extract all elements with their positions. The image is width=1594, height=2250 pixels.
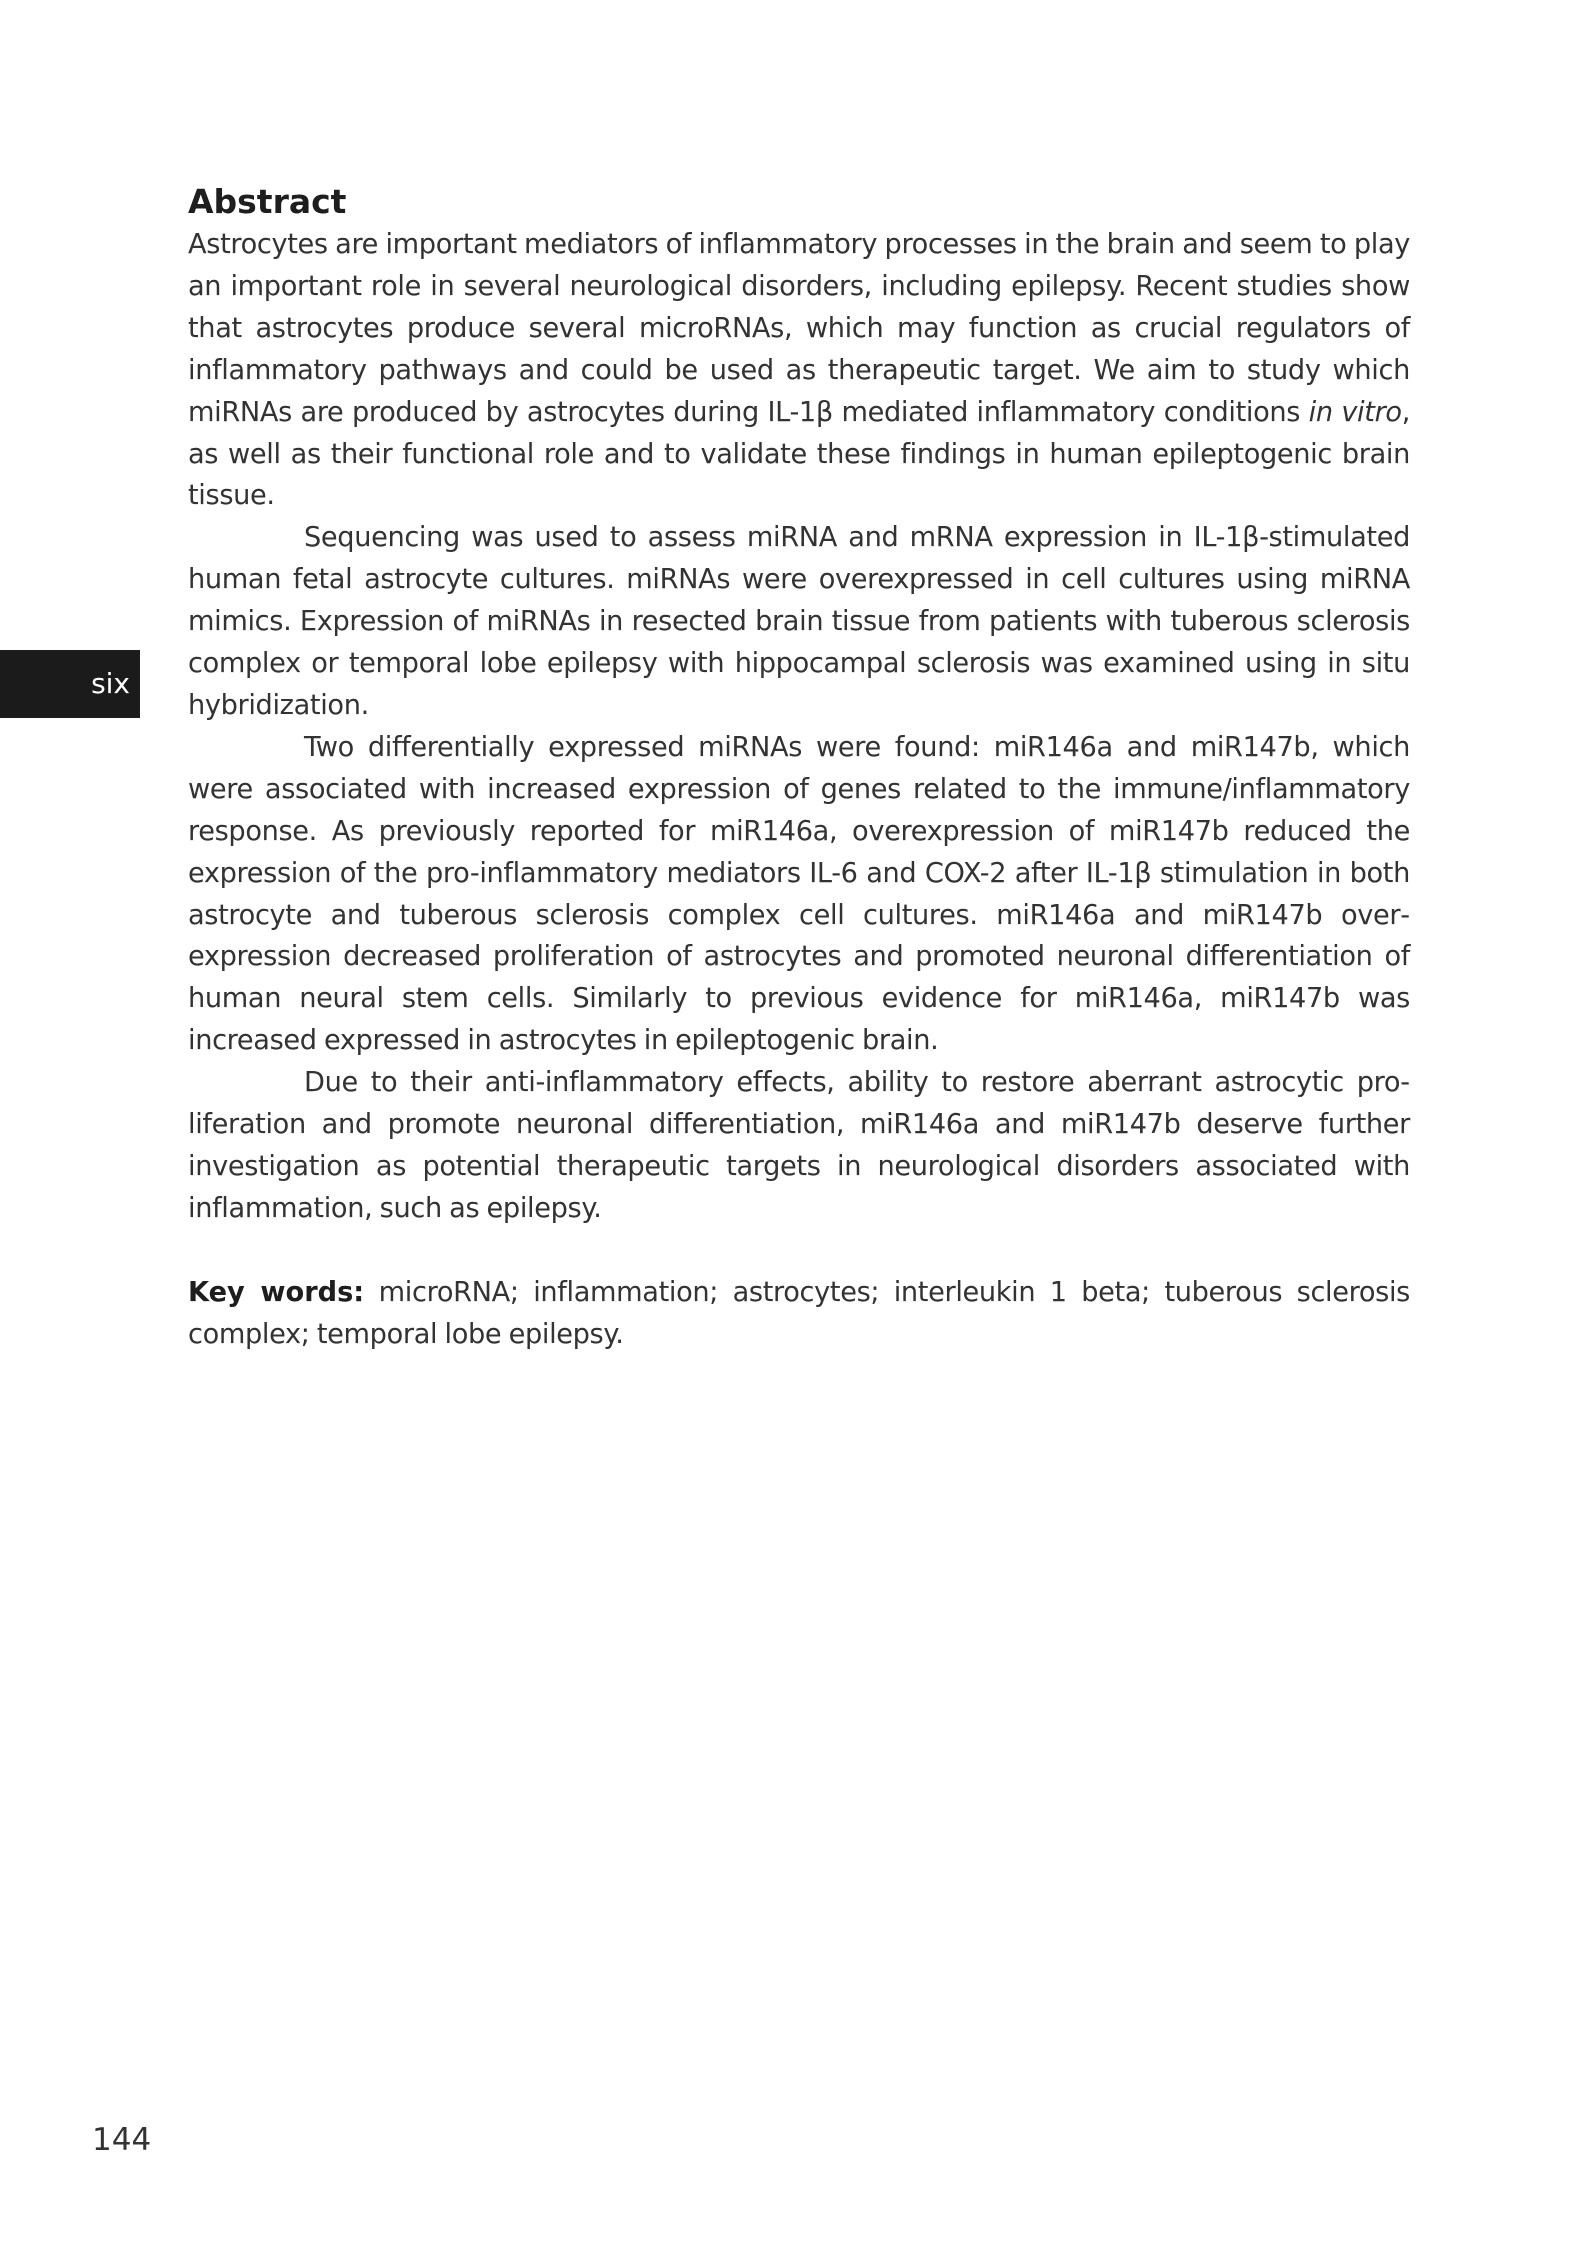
abstract-section — [188, 180, 1410, 1355]
chapter-tab-label: six — [91, 667, 130, 700]
abstract-paragraph-1 — [188, 224, 1410, 517]
page-number: 144 — [92, 2122, 152, 2158]
keywords-text: microRNA; inflammation; astrocytes; interleukin 1 beta; tuberous sclerosis complex; temporal lobe epilepsy. — [188, 1276, 1410, 1350]
chapter-tab — [0, 650, 140, 718]
keywords-line — [188, 1272, 1410, 1356]
paragraph-1-text-b: , as well as their functional role and to validate these findings in human epileptogenic brain tissue. — [188, 396, 1410, 512]
keywords-label: Key words: — [188, 1276, 365, 1308]
abstract-paragraph-2: Sequencing was used to assess miRNA and mRNA expression in IL-1β-stimulated human fetal astrocyte cultures. miRNAs were overexpressed in cell cultures using miRNA mimics. Expression of miRNAs in resected brain tissue from patients with tuberous sclerosis complex or temporal lobe epilepsy with hippocampal sclerosis was examined using in situ hybridization. — [188, 522, 1410, 721]
paragraph-1-text-a: Astrocytes are important mediators of inflammatory processes in the brain and seem to play an important role in several neurological disorders, including epilepsy. Recent studies show that astrocytes produce several microRNAs, which may function as crucial regulators of inflammatory pathways and could be used as therapeutic target. We aim to study which miRNAs are produced by astrocytes during IL-1β mediated inflammatory conditions — [188, 229, 1410, 428]
paragraph-1-italic: in vitro — [1308, 396, 1402, 428]
abstract-paragraph-3: Two differentially expressed miRNAs were found: miR146a and miR147b, which were associated with increased expression of genes related to the immune/inflammatory response. As previously reported for miR146a, overexpression of miR147b reduced the expression of the pro-inflammatory mediators IL-6 and COX-2 after IL-1β stimulation in both astrocyte and tuberous sclerosis complex cell cultures. miR146a and miR147b overexpression decreased proliferation of astrocytes and promoted neuronal differentiation of human neural stem cells. Similarly to previous evidence for miR146a, miR147b was increased expressed in astrocytes in epileptogenic brain. — [188, 731, 1410, 1057]
abstract-heading: Abstract — [188, 182, 347, 221]
abstract-paragraph-4: Due to their anti-inflammatory effects, ability to restore aberrant astrocytic proliferation and promote neuronal differentiation, miR146a and miR147b deserve further investigation as potential therapeutic targets in neurological disorders associated with inflammation, such as epilepsy. — [188, 1067, 1410, 1224]
